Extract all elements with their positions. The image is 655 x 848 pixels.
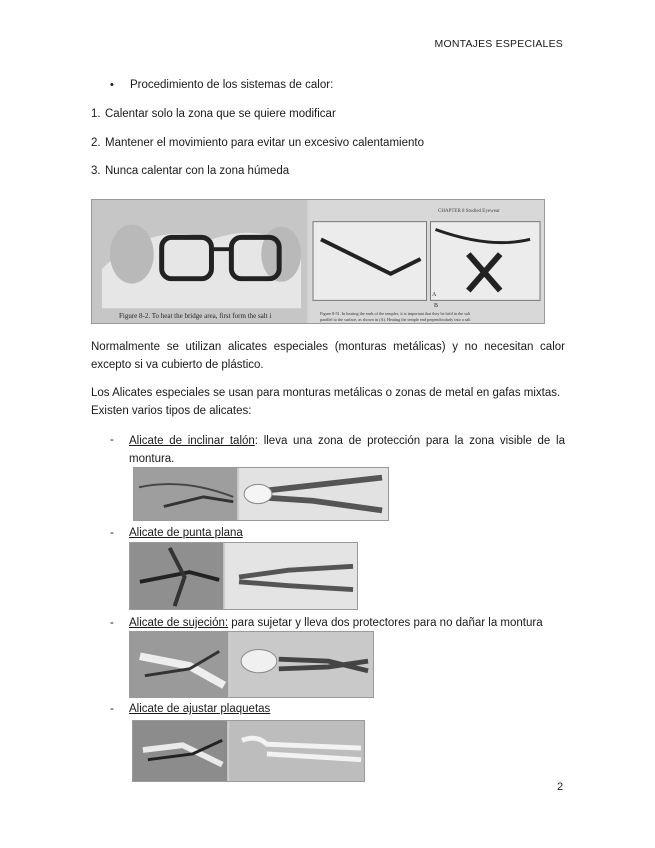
figure-right-caption-1: Figure 8-51. In heating the ends of the temples, it is important that they be held in the salt bbox=[320, 311, 471, 316]
plier-4-photo-image bbox=[133, 721, 364, 781]
plier-3-name: Alicate de sujeción: bbox=[129, 617, 229, 629]
page-number: 2 bbox=[557, 781, 564, 793]
plier-2-photo bbox=[129, 542, 358, 610]
step-2-number: 2. bbox=[91, 137, 101, 149]
plier-1-photo-image bbox=[134, 468, 388, 520]
plier-3-photo bbox=[129, 631, 374, 698]
plier-2-photo-image bbox=[130, 543, 357, 609]
plier-1-item bbox=[129, 432, 565, 468]
plier-1-photo bbox=[133, 467, 389, 521]
paragraph-pliers-usage-2: Existen varios tipos de alicates: bbox=[91, 405, 252, 417]
plier-1-name: Alicate de inclinar talón bbox=[129, 435, 255, 447]
heating-figure-image bbox=[92, 200, 544, 323]
plier-1-description: : lleva una zona de protección para la zona visible de la montura. bbox=[129, 435, 565, 465]
figure-label-a: A bbox=[432, 292, 437, 298]
page-header: MONTAJES ESPECIALES bbox=[434, 38, 563, 50]
plier-3-dash: - bbox=[110, 617, 114, 629]
plier-3-description: para sujetar y lleva dos protectores para no dañar la montura bbox=[228, 617, 543, 629]
plier-2-name: Alicate de punta plana bbox=[129, 527, 243, 539]
figure-left-caption: Figure 8-2. To heat the bridge area, first form the salt i bbox=[119, 312, 272, 320]
paragraph-pliers-usage-1: Los Alicates especiales se usan para monturas metálicas o zonas de metal en gafas mixtas. bbox=[91, 387, 561, 399]
plier-1-dash: - bbox=[110, 434, 114, 446]
step-2-text: Mantener el movimiento para evitar un excesivo calentamiento bbox=[105, 137, 424, 149]
step-1-text: Calentar solo la zona que se quiere modificar bbox=[105, 108, 336, 120]
plier-3-photo-image bbox=[130, 632, 373, 697]
figure-label-b: B bbox=[434, 303, 439, 309]
bullet-marker: • bbox=[110, 79, 114, 91]
plier-4-photo bbox=[132, 720, 365, 782]
step-3-text: Nunca calentar con la zona húmeda bbox=[105, 165, 290, 177]
figure-right-header: CHAPTER 8 Studied Eyewear bbox=[438, 209, 500, 214]
plier-3-item bbox=[129, 615, 543, 631]
plier-2-dash: - bbox=[110, 527, 114, 539]
paragraph-special-pliers: Normalmente se utilizan alicates especiales (monturas metálicas) y no necesitan calor excepto si va cubierto de plástico. bbox=[91, 341, 565, 371]
step-3-number: 3. bbox=[91, 165, 101, 177]
plier-4-dash: - bbox=[110, 703, 114, 715]
step-1-number: 1. bbox=[91, 108, 101, 120]
heat-bullet-title: Procedimiento de los sistemas de calor: bbox=[130, 79, 334, 91]
heating-figure bbox=[91, 199, 545, 324]
figure-right-caption-2: parallel to the surface, as shown in (A). Heating the temple end perpendicularly into a salt bbox=[320, 317, 471, 322]
plier-4-name: Alicate de ajustar plaquetas bbox=[129, 703, 271, 715]
